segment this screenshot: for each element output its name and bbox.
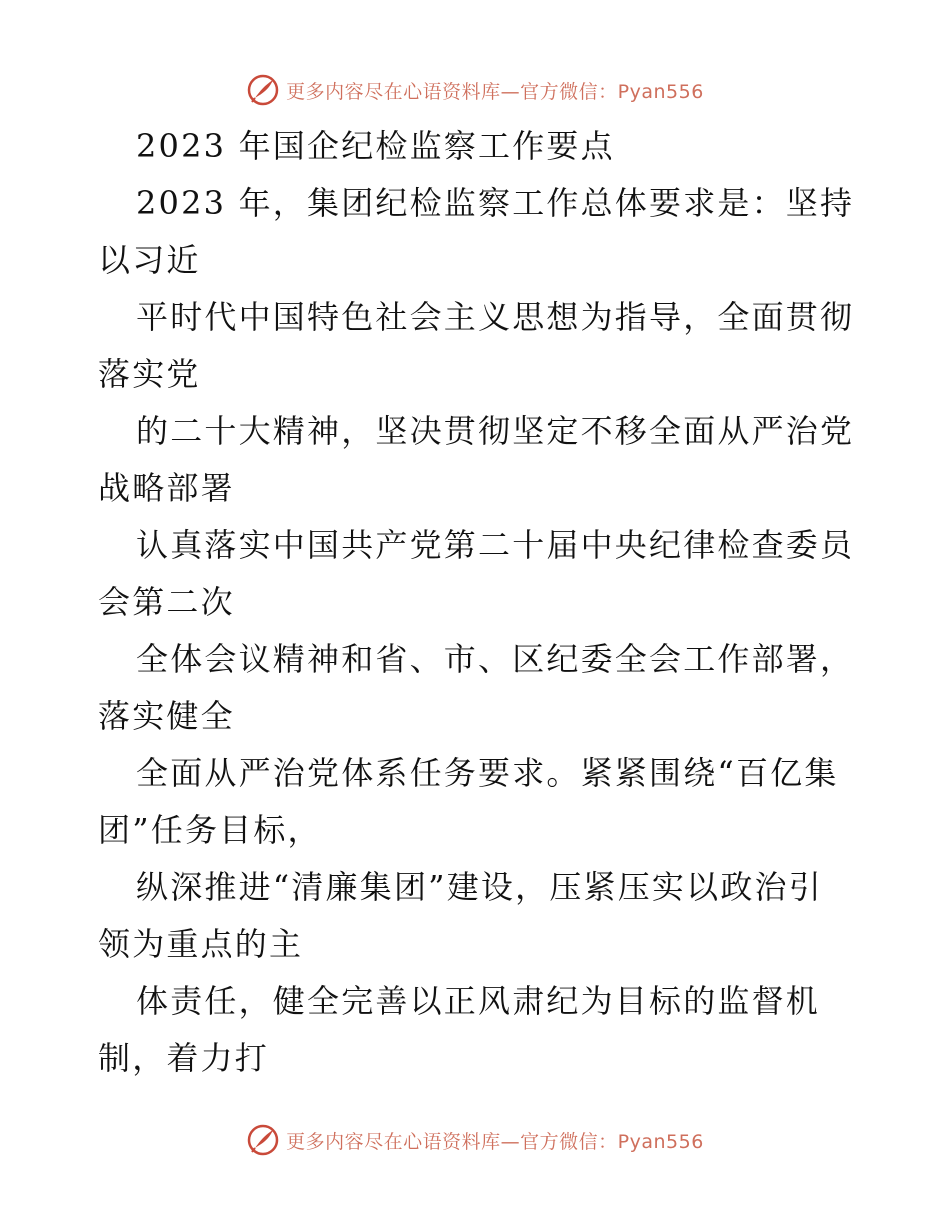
text-line: 以习近: [98, 241, 201, 279]
text-line: 全体会议精神和省、市、区纪委全会工作部署，: [136, 640, 855, 678]
footer-watermark: [0, 1120, 950, 1160]
feather-pen-logo-icon: [246, 73, 280, 107]
text-line: 全面从严治党体系任务要求。紧紧围绕“百亿集: [136, 754, 839, 792]
document-body: [98, 118, 858, 1087]
text-line: 落实党: [98, 355, 201, 393]
text-line: 2023 年，集团纪检监察工作总体要求是：坚持: [136, 184, 855, 222]
text-line: 体责任，健全完善以正风肃纪为目标的监督机: [136, 982, 821, 1020]
text-line: 制，着力打: [98, 1039, 270, 1077]
text-line: 领为重点的主: [98, 925, 304, 963]
watermark-text: 更多内容尽在心语资料库—官方微信：Pyan556: [286, 80, 704, 103]
header-watermark: [0, 70, 950, 110]
text-line: 的二十大精神，坚决贯彻坚定不移全面从严治党: [136, 412, 855, 450]
text-line: 纵深推进“清廉集团”建设，压紧压实以政治引: [136, 868, 823, 906]
document-title: 2023 年国企纪检监察工作要点: [136, 127, 615, 165]
text-line: 平时代中国特色社会主义思想为指导，全面贯彻: [136, 298, 855, 336]
watermark-text: 更多内容尽在心语资料库—官方微信：Pyan556: [286, 1130, 704, 1153]
text-line: 认真落实中国共产党第二十届中央纪律检查委员: [136, 526, 855, 564]
text-line: 团”任务目标，: [98, 811, 322, 849]
text-line: 落实健全: [98, 697, 235, 735]
feather-pen-logo-icon: [246, 1123, 280, 1157]
text-line: 战略部署: [98, 469, 235, 507]
text-line: 会第二次: [98, 583, 235, 621]
